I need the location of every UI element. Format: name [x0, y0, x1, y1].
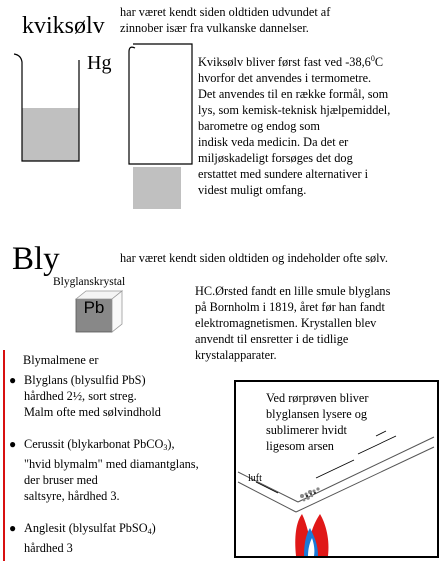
- mercury-beaker-illustration: [12, 52, 84, 164]
- mineral-line: Blyglans (blysulfid PbS): [24, 373, 146, 387]
- unit-text: C: [374, 55, 384, 69]
- mercury-desc-line: Det anvendes til en række formål, som: [198, 87, 389, 101]
- mercury-sample-swatch: [133, 167, 181, 209]
- mercury-desc-line: [198, 51, 443, 70]
- lead-desc-line: HC.Ørsted fandt en lille smule blyglans: [195, 284, 391, 298]
- mercury-desc-line: miljøskadeligt forsøges det dog: [198, 151, 353, 165]
- mineral-list: [9, 372, 234, 556]
- mineral-line: hårdhed 2½, sort streg.: [24, 389, 137, 403]
- bullet-icon: ●: [9, 373, 17, 387]
- lead-intro: har været kendt siden oldtiden og indeholder ofte sølv.: [120, 251, 388, 265]
- air-label: luft: [248, 473, 262, 484]
- mercury-desc-line: erstattet med sundere alternativer i: [198, 167, 369, 181]
- lead-desc-line: på Bornholm i 1819, året før han fandt: [195, 300, 385, 314]
- mineral-item: [9, 520, 234, 556]
- mineral-line: [24, 436, 199, 456]
- mineral-text: Anglesit (blysulfat PbSO: [24, 521, 148, 535]
- mineral-line: [24, 520, 156, 540]
- crystal-symbol: Pb: [83, 298, 105, 317]
- mercury-intro-line: zinnober især fra vulkanske dannelser.: [120, 21, 309, 35]
- lead-description: [195, 283, 440, 363]
- mineral-text: Cerussit (blykarbonat PbCO: [24, 437, 164, 451]
- minerals-heading: Blymalmene er: [23, 353, 99, 367]
- bullet-icon: ●: [9, 521, 17, 535]
- mercury-desc-line: hvorfor det anvendes i termometre.: [198, 71, 372, 85]
- mineral-line: saltsyre, hårdhed 3.: [24, 489, 120, 503]
- mercury-desc-line: barometre og endog som: [198, 119, 320, 133]
- glass-outline: [129, 44, 192, 164]
- experiment-line: blyglansen lysere og: [266, 407, 368, 421]
- accent-line: [3, 350, 5, 561]
- crystal-label: Blyglanskrystal: [53, 276, 126, 288]
- bullet-icon: ●: [9, 437, 17, 451]
- mercury-desc-line: lys, som kemisk-teknisk hjælpemiddel,: [198, 103, 391, 117]
- mineral-text: ),: [167, 437, 175, 451]
- tube-experiment-panel: [234, 380, 439, 558]
- mercury-intro-line: har været kendt siden oldtiden udvundet af: [120, 5, 331, 19]
- mineral-line: hårdhed 3: [24, 541, 73, 555]
- mercury-description: [198, 51, 443, 198]
- mercury-desc-line: videst muligt omfang.: [198, 183, 307, 197]
- mineral-item: [9, 372, 234, 420]
- lead-desc-line: elektromagnetismen. Krystallen blev: [195, 316, 377, 330]
- mercury-desc-text: Kviksølv bliver først fast ved -38,6: [198, 55, 371, 69]
- mineral-line: "hvid blymalm" med diamantglans,: [24, 457, 199, 471]
- experiment-line: ligesom arsen: [266, 439, 334, 453]
- mercury-glass-illustration: [125, 42, 197, 168]
- mineral-line: der bruser med: [24, 473, 98, 487]
- lead-title: Bly: [12, 241, 60, 277]
- formula-subscript: 4: [147, 527, 152, 536]
- experiment-text: [266, 390, 368, 454]
- formula-subscript: 3: [163, 443, 168, 452]
- mercury-desc-line: indisk veda medicin. Da det er: [198, 135, 349, 149]
- lead-desc-line: anvendt til ensretter i de tidlige: [195, 332, 349, 346]
- mercury-intro: [120, 4, 330, 36]
- mercury-symbol: Hg: [87, 52, 112, 74]
- mineral-text: ): [151, 521, 156, 535]
- experiment-line: sublimerer hvidt: [266, 423, 347, 437]
- degree-superscript: 0: [370, 54, 375, 63]
- lead-desc-line: krystalapparater.: [195, 348, 277, 362]
- mineral-line: Malm ofte med sølvindhold: [24, 405, 161, 419]
- sublimate-deposit: [300, 487, 320, 501]
- mercury-liquid: [22, 108, 79, 161]
- mineral-item: [9, 436, 234, 504]
- experiment-line: Ved rørprøven bliver: [266, 391, 369, 405]
- mercury-title: kviksølv: [22, 13, 105, 39]
